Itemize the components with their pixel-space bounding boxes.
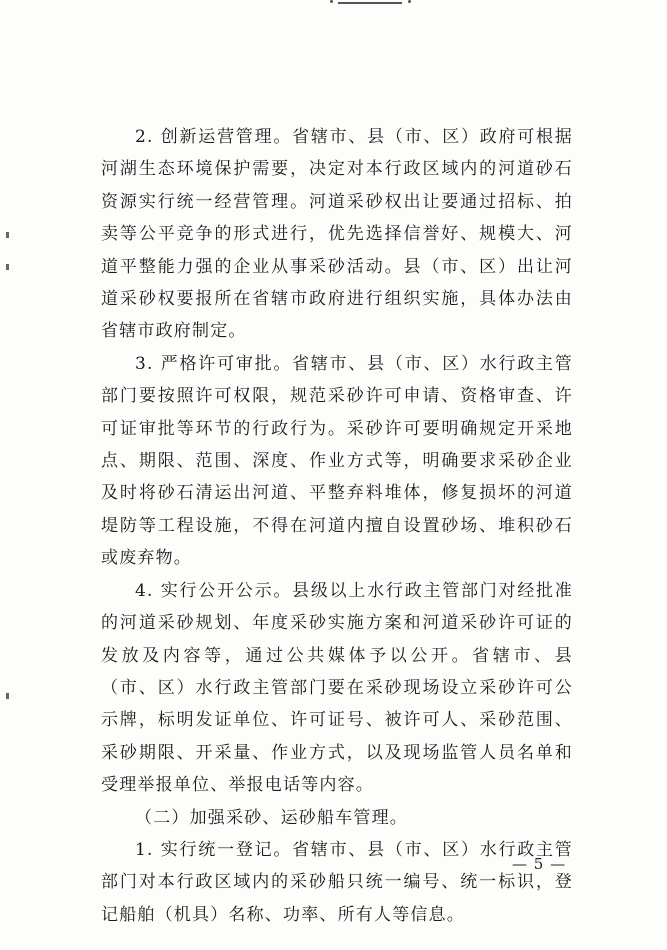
- section-heading-vessel-management: （二）加强采砂、运砂船车管理。: [135, 807, 408, 828]
- margin-mark: [6, 693, 9, 699]
- page-number: — 5 —: [512, 855, 567, 873]
- margin-mark: [6, 264, 9, 270]
- document-body: [101, 121, 573, 931]
- paragraph-strict-permit-approval: 3. 严格许可审批。省辖市、县（市、区）水行政主管部门要按照许可权限，规范采砂许可申请、资格审查、许可证审批等环节的行政行为。采砂许可要明确规定开采地点、期限、范围、深度、作业方式等，明确要求采砂企业及时将砂石清运出河道、平整弃料堆体，修复损坏的河道堤防等工程设施，不得在河道内擅自设置砂场、堆积砂石或废弃物。: [101, 353, 573, 569]
- paragraph-public-disclosure: 4. 实行公开公示。县级以上水行政主管部门对经批准的河道采砂规划、年度采砂实施方案和河道采砂许可证的发放及内容等，通过公共媒体予以公开。省辖市、县（市、区）水行政主管部门要在采砂现场设立采砂许可公示牌，标明发证单位、许可证号、被许可人、采砂范围、采砂期限、开采量、作业方式，以及现场监管人员名单和受理举报单位、举报电话等内容。: [101, 580, 573, 796]
- paragraph-innovate-operation: 2. 创新运营管理。省辖市、县（市、区）政府可根据河湖生态环境保护需要，决定对本行政区域内的河道砂石资源实行统一经营管理。河道采砂权出让要通过招标、拍卖等公平竞争的形式进行，优先选择信誉好、规模大、河道平整能力强的企业从事采砂活动。县（市、区）出让河道采砂权要报所在省辖市政府进行组织实施，具体办法由省辖市政府制定。: [101, 127, 573, 342]
- paragraph-unified-registration: 1. 实行统一登记。省辖市、县（市、区）水行政主管部门对本行政区域内的采砂船只统一编号、统一标识，登记船舶（机具）名称、功率、所有人等信息。: [101, 839, 573, 925]
- top-edge-mark: [338, 2, 402, 8]
- top-edge-dot: [330, 0, 333, 3]
- margin-mark: [6, 232, 9, 238]
- top-edge-dot: [408, 0, 411, 3]
